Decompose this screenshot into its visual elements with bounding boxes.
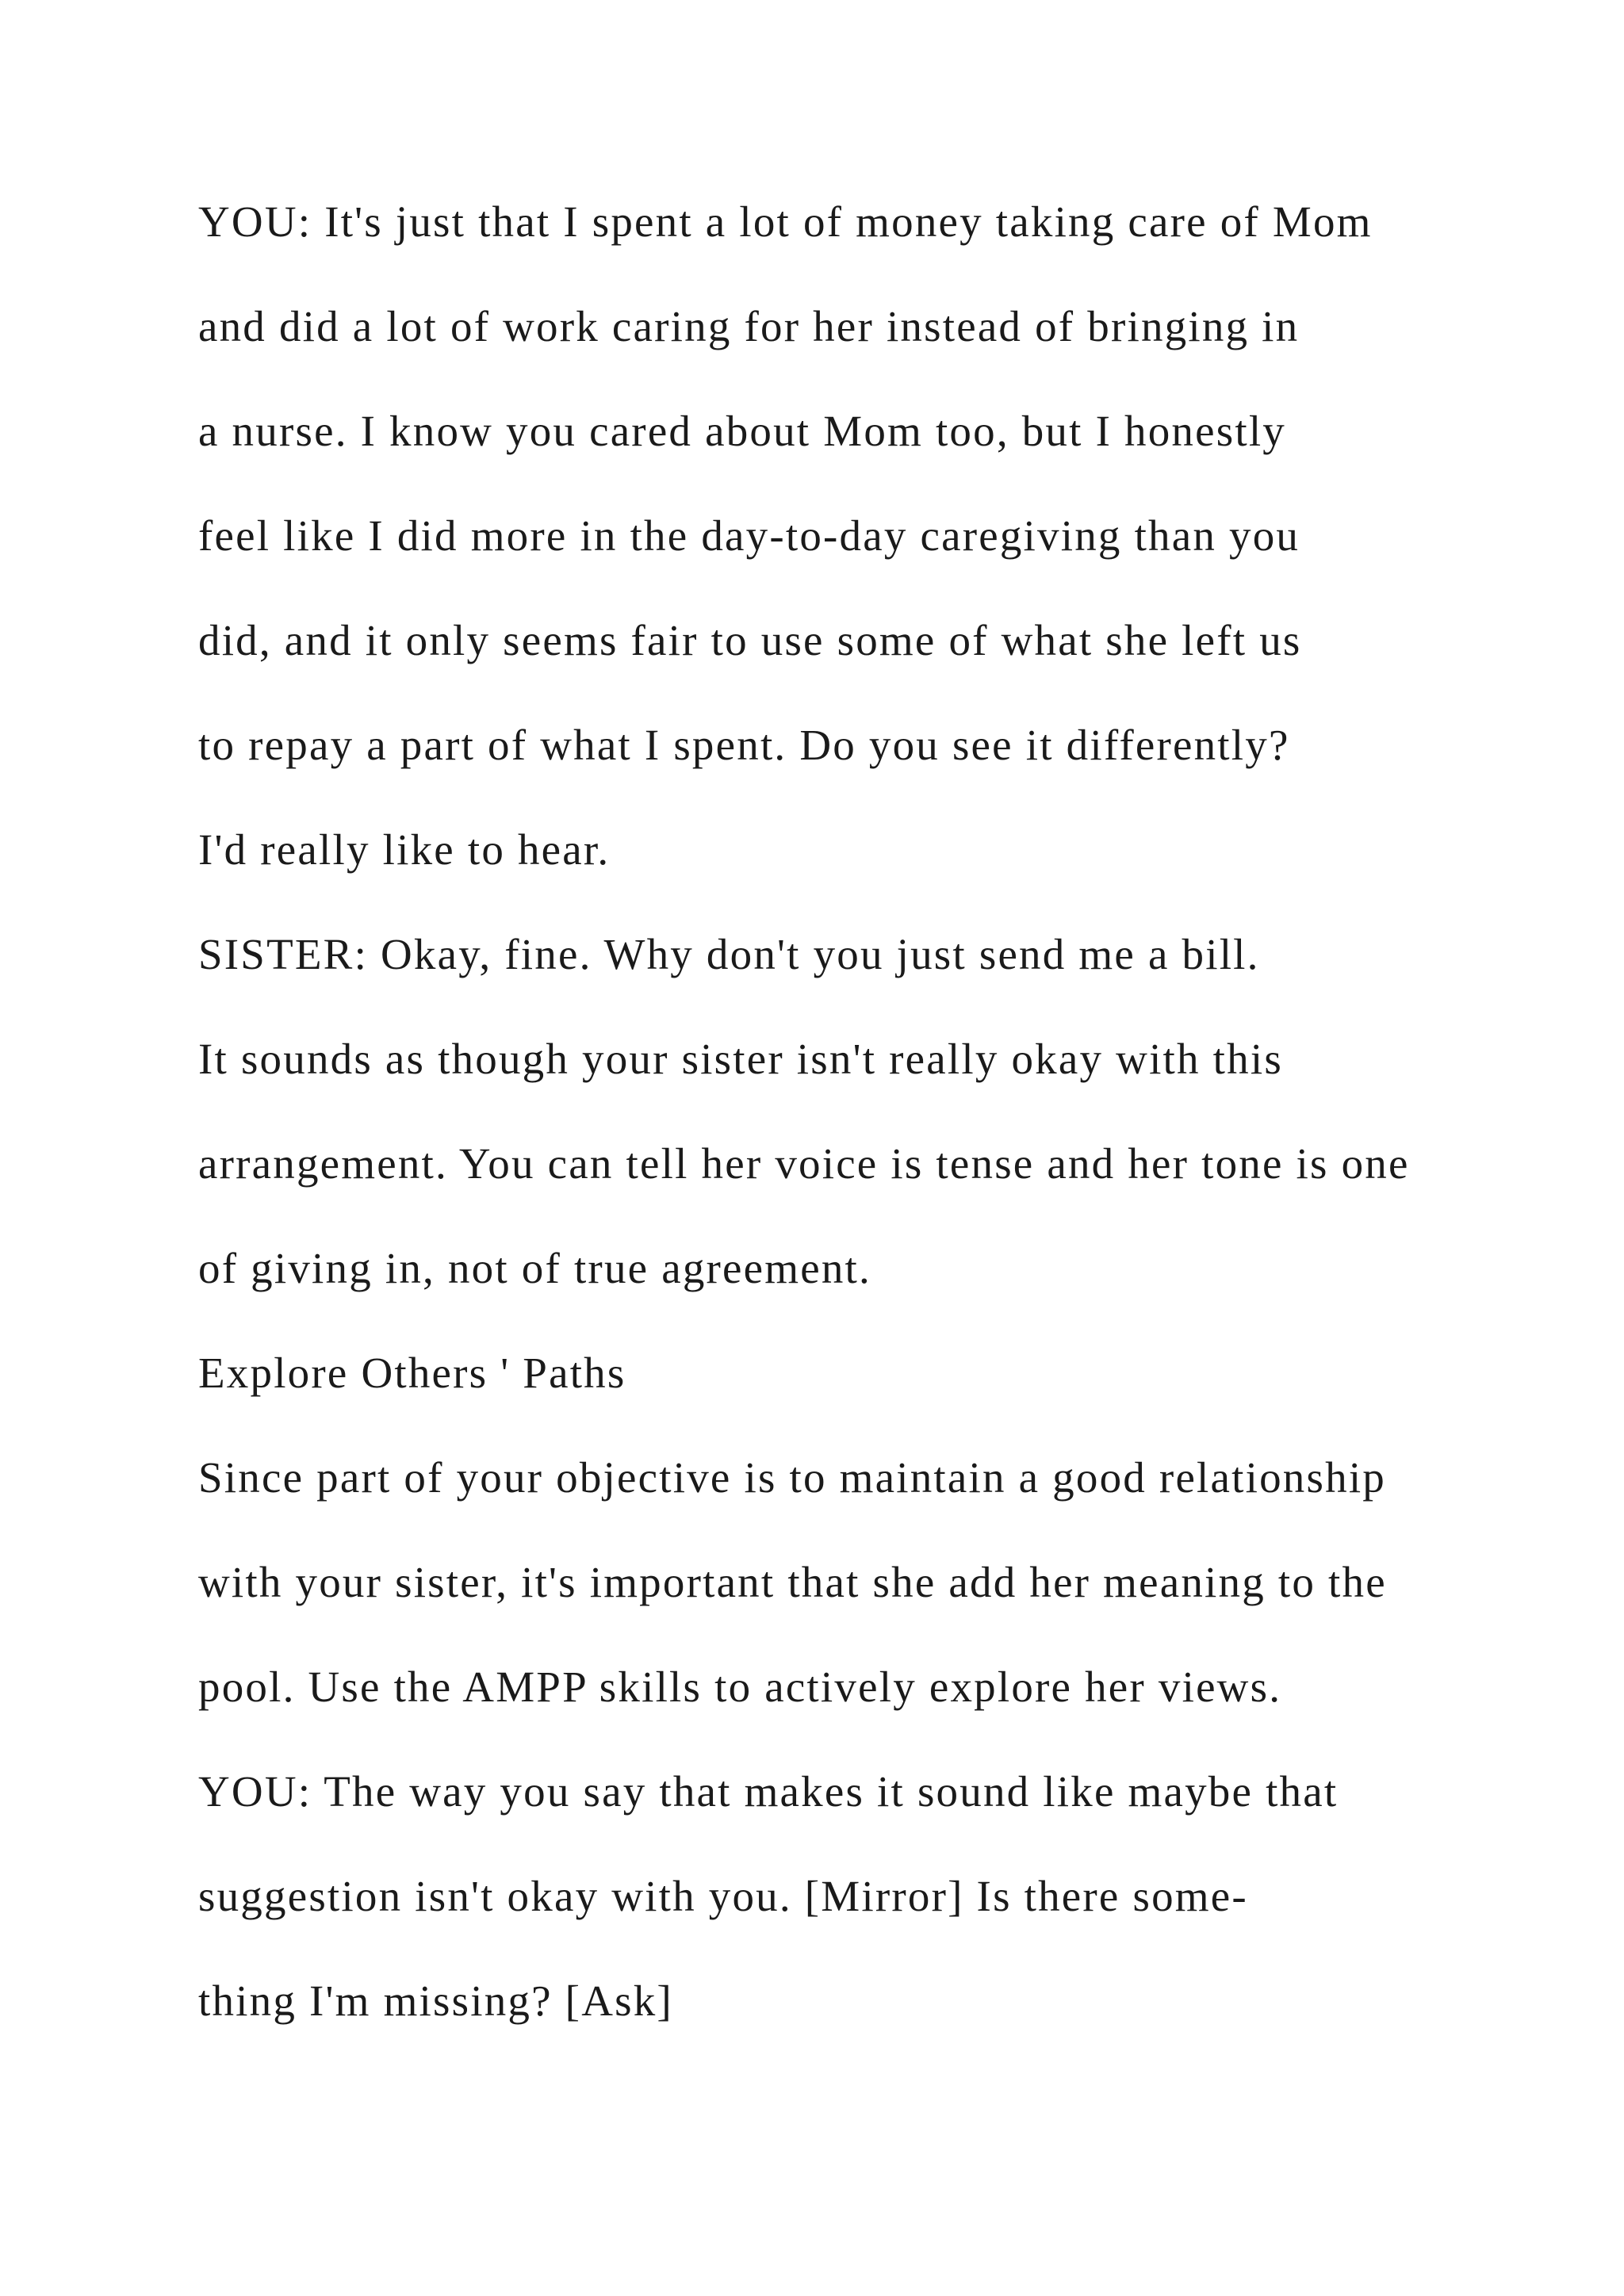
body-text	[198, 190, 1546, 2074]
text-line: Since part of your objective is to maintain a good relationship	[198, 1453, 1386, 1502]
text-line: pool. Use the AMPP skills to actively explore her views.	[198, 1663, 1282, 1711]
section-heading: Explore Others ' Paths	[198, 1349, 626, 1397]
text-line: a nurse. I know you cared about Mom too, but I honestly	[198, 407, 1287, 455]
text-line: to repay a part of what I spent. Do you see it differently?	[198, 721, 1290, 769]
text-line: SISTER: Okay, fine. Why don't you just send me a bill.	[198, 930, 1260, 978]
text-line: with your sister, it's important that she add her meaning to the	[198, 1558, 1387, 1606]
text-line: feel like I did more in the day-to-day caregiving than you	[198, 511, 1300, 560]
text-line: suggestion isn't okay with you. [Mirror] Is there some-	[198, 1872, 1248, 1920]
text-line: thing I'm missing? [Ask]	[198, 1976, 673, 2025]
text-line: did, and it only seems fair to use some of what she left us	[198, 616, 1302, 664]
text-line: arrangement. You can tell her voice is tense and her tone is one	[198, 1139, 1410, 1188]
text-line: I'd really like to hear.	[198, 825, 611, 874]
text-line: YOU: The way you say that makes it sound like maybe that	[198, 1767, 1339, 1816]
text-line: YOU: It's just that I spent a lot of money taking care of Mom	[198, 197, 1373, 246]
text-line: It sounds as though your sister isn't really okay with this	[198, 1035, 1283, 1083]
text-line: and did a lot of work caring for her instead of bringing in	[198, 302, 1300, 350]
text-line: of giving in, not of true agreement.	[198, 1244, 871, 1292]
